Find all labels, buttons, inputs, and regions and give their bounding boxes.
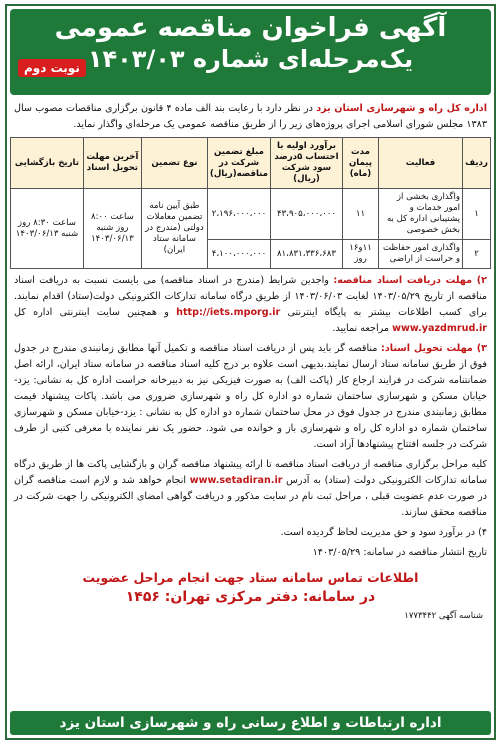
- cell-activity: واگذاری امور حفاظت و حراست از اراضی: [379, 240, 463, 269]
- setadiran-link[interactable]: www.setadiran.ir: [189, 475, 283, 486]
- round-badge: نوبت دوم: [18, 59, 86, 77]
- intro-text: در نظر دارد با رعایت بند الف ماده ۴ قانون برگزاری مناقصات مصوب سال ۱۳۸۳ مجلس شورای اسلامی اجرای پروژه‌های زیر را از طریق مناقصه عمومی یک مرحله‌ای واگذار نماید.: [14, 103, 487, 130]
- section-submission-text: مناقصه گر باید پس از دریافت اسناد مناقصه و تکمیل آنها مطابق زمانبندی مندرج در جدول فوق از طریق سامانه ستاد ارسال نمایند.بدیهی است علاوه بر درج کلیه اسناد مناقصه در سامانه ستاد ایران، ارائه اصل ضمانتنامه شرکت در فرایند ارجاع کار (پاکت الف) به صورت فیزیکی نیز به دبیرخانه حراست اداره کل به نشانی: یزد- خیابان مسکن و شهرسازی ساختمان شماره دو اداره کل راه و شهرسازی ضروری می باشد. پاکات پیشنهاد قیمت مطابق زمانبندی مندرج در جدول فوق در محل ساختمان شماره دو اداره کل به نشانی : یزد-خیابان مسکن و شهرسازی ساختمان شماره دو اداره کل راه و شهرسازی باز و خوانده می شود. حضور یک نفر نماینده با معرفی کتبی از طرف شرکت در جلسه افتتاح پیشنهادها آزاد است.: [14, 343, 487, 450]
- section-procedure-end: انجام خواهد شد و لازم است مناقصه گران در صورت عدم عضویت قبلی ، مراحل ثبت نام در سایت مذکور و دریافت گواهی امضای الکترونیکی را جهت شرکت در مناقصه محقق سازند.: [14, 475, 487, 518]
- cell-duration: ۱۱: [343, 189, 379, 240]
- yazdmrud-link[interactable]: www.yazdmrud.ir: [392, 323, 487, 334]
- section-procedure: [14, 457, 487, 521]
- table-row: [11, 189, 491, 240]
- section-submission-title: ۳) مهلت تحویل اسناد:: [381, 343, 487, 354]
- header-banner: [10, 9, 491, 95]
- cell-row-no: ۱: [463, 189, 491, 240]
- col-header-estimate: برآورد اولیه با احتساب ۵درصد سود شرکت (ریال): [271, 138, 343, 189]
- col-header-duration: مدت پیمان (ماه): [343, 138, 379, 189]
- section-submission: [14, 341, 487, 453]
- col-header-activity: فعالیت: [379, 138, 463, 189]
- cell-guarantee: ۴،۱۰۰،۰۰۰،۰۰۰: [207, 240, 270, 269]
- col-header-deadline: آخرین مهلت تحویل اسناد: [83, 138, 141, 189]
- cell-deadline: ساعت ۸:۰۰ روز شنبه ۱۴۰۳/۰۶/۱۳: [83, 189, 141, 269]
- cell-estimate: ۸۱،۸۳۱،۳۳۶،۶۸۳: [271, 240, 343, 269]
- col-header-guarantee: مبلغ تضمین شرکت در مناقصه(ریال): [207, 138, 270, 189]
- intro-paragraph: [14, 101, 487, 133]
- section-estimate-note: ۴) در برآورد سود و حق مدیریت لحاظ گردیده است.: [280, 527, 487, 538]
- section-document-deadline-text: واجدین شرایط (مندرج در اسناد مناقصه) می بایست نسبت به دریافت اسناد مناقصه از تاریخ ۱۴۰۳/۰۵/۲۹ لغایت ۱۴۰۳/۰۶/۰۳ از طریق درگاه سامانه تدارکات الکترونیکی دولت(ستاد) اقدام نمایند. برای کسب اطلاعات بیشتر به پایگاه اینترنتی: [14, 275, 488, 318]
- cell-row-no: ۲: [463, 240, 491, 269]
- col-header-opening: تاریخ بازگشایی: [11, 138, 84, 189]
- col-header-row-no: ردیف: [463, 138, 491, 189]
- section-document-deadline-end: مراجعه نمایید.: [332, 323, 393, 334]
- cell-duration: ۱۱و۱۶ روز: [343, 240, 379, 269]
- section-publish-date: تاریخ انتشار مناقصه در سامانه: ۱۴۰۳/۰۵/۲۹: [312, 547, 487, 558]
- notice-title: آگهی فراخوان مناقصه عمومی: [54, 13, 447, 43]
- section-document-deadline-mid: و همچنین سایت اینترنتی اداره کل: [14, 307, 177, 318]
- table-header-row: [11, 138, 491, 189]
- footer-org-banner: اداره ارتباطات و اطلاع رسانی راه و شهرسازی استان یزد: [10, 711, 491, 735]
- cell-guarantee-type: طبق آیین نامه تضمین معاملات دولتی (مندرج در سامانه ستاد ایران): [141, 189, 207, 269]
- contact-info: [10, 569, 491, 607]
- cell-opening: ساعت ۸:۳۰ روز شنبه ۱۴۰۳/۰۶/۱۳: [11, 189, 84, 269]
- section-procedure-text: کلیه مراحل برگزاری مناقصه از دریافت اسناد مناقصه تا ارائه پیشنهاد مناقصه گران و بازگشایی پاکت ها از طریق درگاه سامانه تدارکات الکترونیکی دولت (ستاد) به آدرس: [14, 459, 487, 486]
- cell-activity: واگذاری بخشی از امور خدمات و پشتیبانی اداره کل به بخش خصوصی: [379, 189, 463, 240]
- cell-guarantee: ۲،۱۹۶،۰۰۰،۰۰۰: [207, 189, 270, 240]
- section-document-deadline: [14, 273, 487, 337]
- tender-table: [10, 137, 491, 269]
- col-header-guarantee-type: نوع تضمین: [141, 138, 207, 189]
- contact-line-2: در سامانه: دفتر مرکزی تهران: ۱۴۵۶: [125, 589, 376, 605]
- ad-id: شناسه آگهی ۱۷۷۳۴۴۲: [404, 611, 483, 621]
- contact-line-1: اطلاعات تماس سامانه ستاد جهت انجام مراحل عضویت: [82, 570, 419, 585]
- cell-estimate: ۴۳،۹۰۵،۰۰۰،۰۰۰: [271, 189, 343, 240]
- intro-org: اداره کل راه و شهرسازی استان یزد: [316, 103, 487, 114]
- notice-frame: [5, 4, 496, 740]
- notice-subtitle: یک‌مرحله‌ای شماره ۱۴۰۳/۰۳: [87, 45, 414, 73]
- iets-link[interactable]: http://iets.mporg.ir: [176, 307, 281, 318]
- section-document-deadline-title: ۲) مهلت دریافت اسناد مناقصه:: [333, 275, 487, 286]
